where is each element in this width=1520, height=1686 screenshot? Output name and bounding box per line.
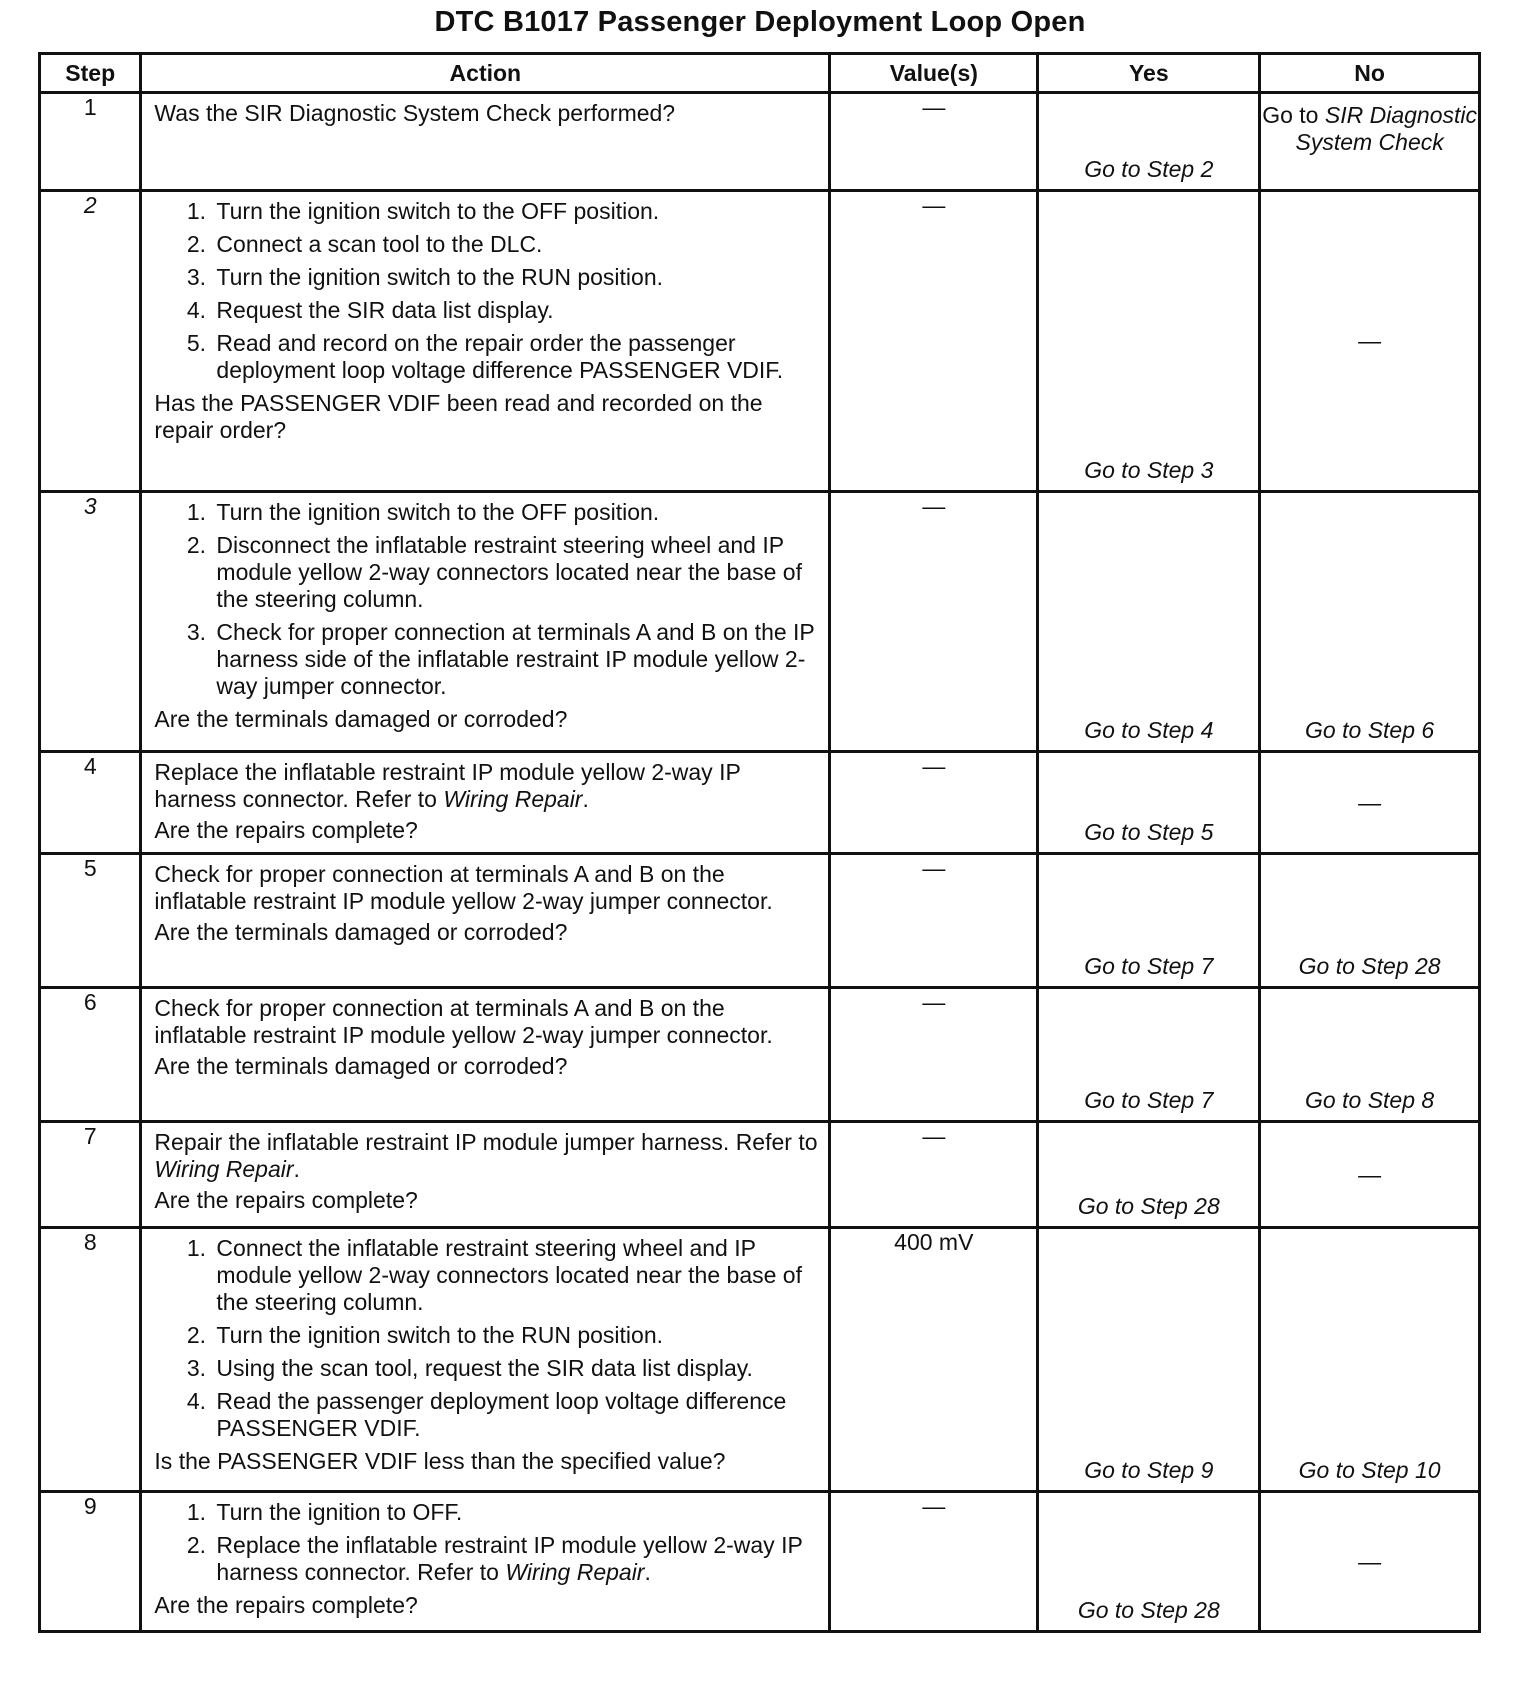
no-cell — [1260, 752, 1480, 854]
action-list — [154, 499, 818, 700]
table-row — [40, 93, 1480, 191]
no-cell — [1260, 988, 1480, 1122]
table-row — [40, 1122, 1480, 1228]
header-values: Value(s) — [830, 54, 1038, 93]
action-cell — [141, 1122, 830, 1228]
yes-goto[interactable]: Go to Step 5 — [1084, 819, 1214, 845]
list-item: 3. Check for proper connection at terminals A and B on the IP harness side of the inflatable restraint IP module yellow 2-way jumper connector. — [212, 619, 818, 700]
action-cell — [141, 93, 830, 191]
no-value: — — [1358, 789, 1382, 815]
wiring-repair-ref: Wiring Repair — [443, 786, 583, 812]
no-goto[interactable]: Go to Step 28 — [1298, 953, 1441, 979]
step-number: 8 — [40, 1228, 141, 1492]
list-item: 2. Connect a scan tool to the DLC. — [212, 231, 818, 258]
value-cell: — — [830, 988, 1038, 1122]
yes-goto[interactable]: Go to Step 7 — [1084, 953, 1214, 979]
diagnostic-table — [38, 52, 1481, 1633]
no-goto[interactable]: Go to SIR Diagnostic System Check — [1262, 102, 1477, 155]
list-item: 4. Request the SIR data list display. — [212, 297, 818, 324]
yes-cell — [1038, 988, 1260, 1122]
no-cell — [1260, 1492, 1480, 1632]
action-text: Repair the inflatable restraint IP module jumper harness. Refer to Wiring Repair. — [154, 1129, 818, 1182]
list-item: 3. Using the scan tool, request the SIR data list display. — [212, 1355, 818, 1382]
list-item: 1. Turn the ignition to OFF. — [212, 1499, 818, 1526]
table-row — [40, 854, 1480, 988]
yes-cell — [1038, 191, 1260, 492]
step-number: 3 — [40, 492, 141, 752]
yes-goto[interactable]: Go to Step 28 — [1077, 1597, 1220, 1623]
action-cell — [141, 752, 830, 854]
no-cell — [1260, 1228, 1480, 1492]
list-item: 4. Read the passenger deployment loop voltage difference PASSENGER VDIF. — [212, 1388, 818, 1442]
value-cell: — — [830, 191, 1038, 492]
action-text: Replace the inflatable restraint IP module yellow 2-way IP harness connector. Refer to Wiring Repair. — [154, 759, 741, 812]
action-cell — [141, 988, 830, 1122]
yes-goto[interactable]: Go to Step 28 — [1077, 1193, 1220, 1219]
yes-cell — [1038, 93, 1260, 191]
yes-cell — [1038, 1492, 1260, 1632]
value-cell: — — [830, 1492, 1038, 1632]
list-item: 2. Replace the inflatable restraint IP module yellow 2-way IP harness connector. Refer to Wiring Repair. — [212, 1532, 818, 1586]
no-value: — — [1358, 1161, 1382, 1187]
yes-cell — [1038, 752, 1260, 854]
value-cell: — — [830, 93, 1038, 191]
yes-goto[interactable]: Go to Step 9 — [1084, 1457, 1214, 1483]
action-cell — [141, 1228, 830, 1492]
wiring-repair-ref: Wiring Repair — [505, 1559, 645, 1585]
value-cell: 400 mV — [830, 1228, 1038, 1492]
no-value: — — [1358, 1548, 1382, 1574]
header-action: Action — [141, 54, 830, 93]
action-text: Check for proper connection at terminals A and B on the inflatable restraint IP module yellow 2-way jumper connector. — [154, 861, 773, 914]
list-item: 2. Disconnect the inflatable restraint steering wheel and IP module yellow 2-way connectors located near the base of the steering column. — [212, 532, 818, 613]
step-number: 6 — [40, 988, 141, 1122]
page-title: DTC B1017 Passenger Deployment Loop Open — [434, 6, 1086, 38]
list-item: 2. Turn the ignition switch to the RUN position. — [212, 1322, 818, 1349]
action-text: Was the SIR Diagnostic System Check performed? — [154, 100, 676, 126]
action-cell — [141, 1492, 830, 1632]
table-row — [40, 492, 1480, 752]
step-number: 7 — [40, 1122, 141, 1228]
wiring-repair-ref: Wiring Repair — [154, 1156, 294, 1182]
yes-goto[interactable]: Go to Step 4 — [1084, 717, 1214, 743]
action-list — [154, 1499, 818, 1586]
table-row — [40, 1492, 1480, 1632]
list-item: 1. Connect the inflatable restraint steering wheel and IP module yellow 2-way connectors located near the base of the steering column. — [212, 1235, 818, 1316]
table-row — [40, 752, 1480, 854]
step-number: 5 — [40, 854, 141, 988]
action-cell — [141, 492, 830, 752]
action-question: Are the repairs complete? — [154, 817, 418, 843]
no-goto[interactable]: Go to Step 6 — [1305, 717, 1435, 743]
header-yes: Yes — [1038, 54, 1260, 93]
action-list — [154, 1235, 818, 1442]
action-question: Are the terminals damaged or corroded? — [154, 706, 568, 732]
step-number: 1 — [40, 93, 141, 191]
step-number: 2 — [40, 191, 141, 492]
table-row — [40, 1228, 1480, 1492]
action-question: Is the PASSENGER VDIF less than the specified value? — [154, 1448, 726, 1474]
yes-goto[interactable]: Go to Step 3 — [1084, 457, 1214, 483]
list-item: 1. Turn the ignition switch to the OFF position. — [212, 198, 818, 225]
header-no: No — [1260, 54, 1480, 93]
yes-cell — [1038, 1122, 1260, 1228]
value-cell: — — [830, 752, 1038, 854]
yes-goto[interactable]: Go to Step 2 — [1084, 156, 1214, 182]
action-cell — [141, 191, 830, 492]
step-number: 4 — [40, 752, 141, 854]
yes-cell — [1038, 1228, 1260, 1492]
no-cell — [1260, 492, 1480, 752]
step-number: 9 — [40, 1492, 141, 1632]
action-cell — [141, 854, 830, 988]
header-step: Step — [40, 54, 141, 93]
yes-cell — [1038, 492, 1260, 752]
no-cell — [1260, 854, 1480, 988]
action-text: Check for proper connection at terminals A and B on the inflatable restraint IP module yellow 2-way jumper connector. — [154, 995, 773, 1048]
list-item: 5. Read and record on the repair order the passenger deployment loop voltage difference PASSENGER VDIF. — [212, 330, 818, 384]
table-row — [40, 191, 1480, 492]
no-cell — [1260, 93, 1480, 191]
no-cell — [1260, 1122, 1480, 1228]
value-cell: — — [830, 1122, 1038, 1228]
value-cell: — — [830, 854, 1038, 988]
action-question: Are the terminals damaged or corroded? — [154, 919, 568, 945]
value-cell: — — [830, 492, 1038, 752]
action-question: Are the repairs complete? — [154, 1592, 418, 1618]
list-item: 3. Turn the ignition switch to the RUN position. — [212, 264, 818, 291]
no-goto[interactable]: Go to Step 10 — [1298, 1457, 1441, 1483]
no-cell — [1260, 191, 1480, 492]
action-list — [154, 198, 818, 384]
list-item: 1. Turn the ignition switch to the OFF position. — [212, 499, 818, 526]
action-question: Are the terminals damaged or corroded? — [154, 1053, 568, 1079]
no-goto[interactable]: Go to Step 8 — [1305, 1087, 1435, 1113]
yes-cell — [1038, 854, 1260, 988]
table-row — [40, 988, 1480, 1122]
action-question: Are the repairs complete? — [154, 1187, 418, 1213]
no-value: — — [1358, 327, 1382, 354]
table-header-row — [40, 54, 1480, 93]
yes-goto[interactable]: Go to Step 7 — [1084, 1087, 1214, 1113]
action-question: Has the PASSENGER VDIF been read and recorded on the repair order? — [154, 390, 763, 443]
